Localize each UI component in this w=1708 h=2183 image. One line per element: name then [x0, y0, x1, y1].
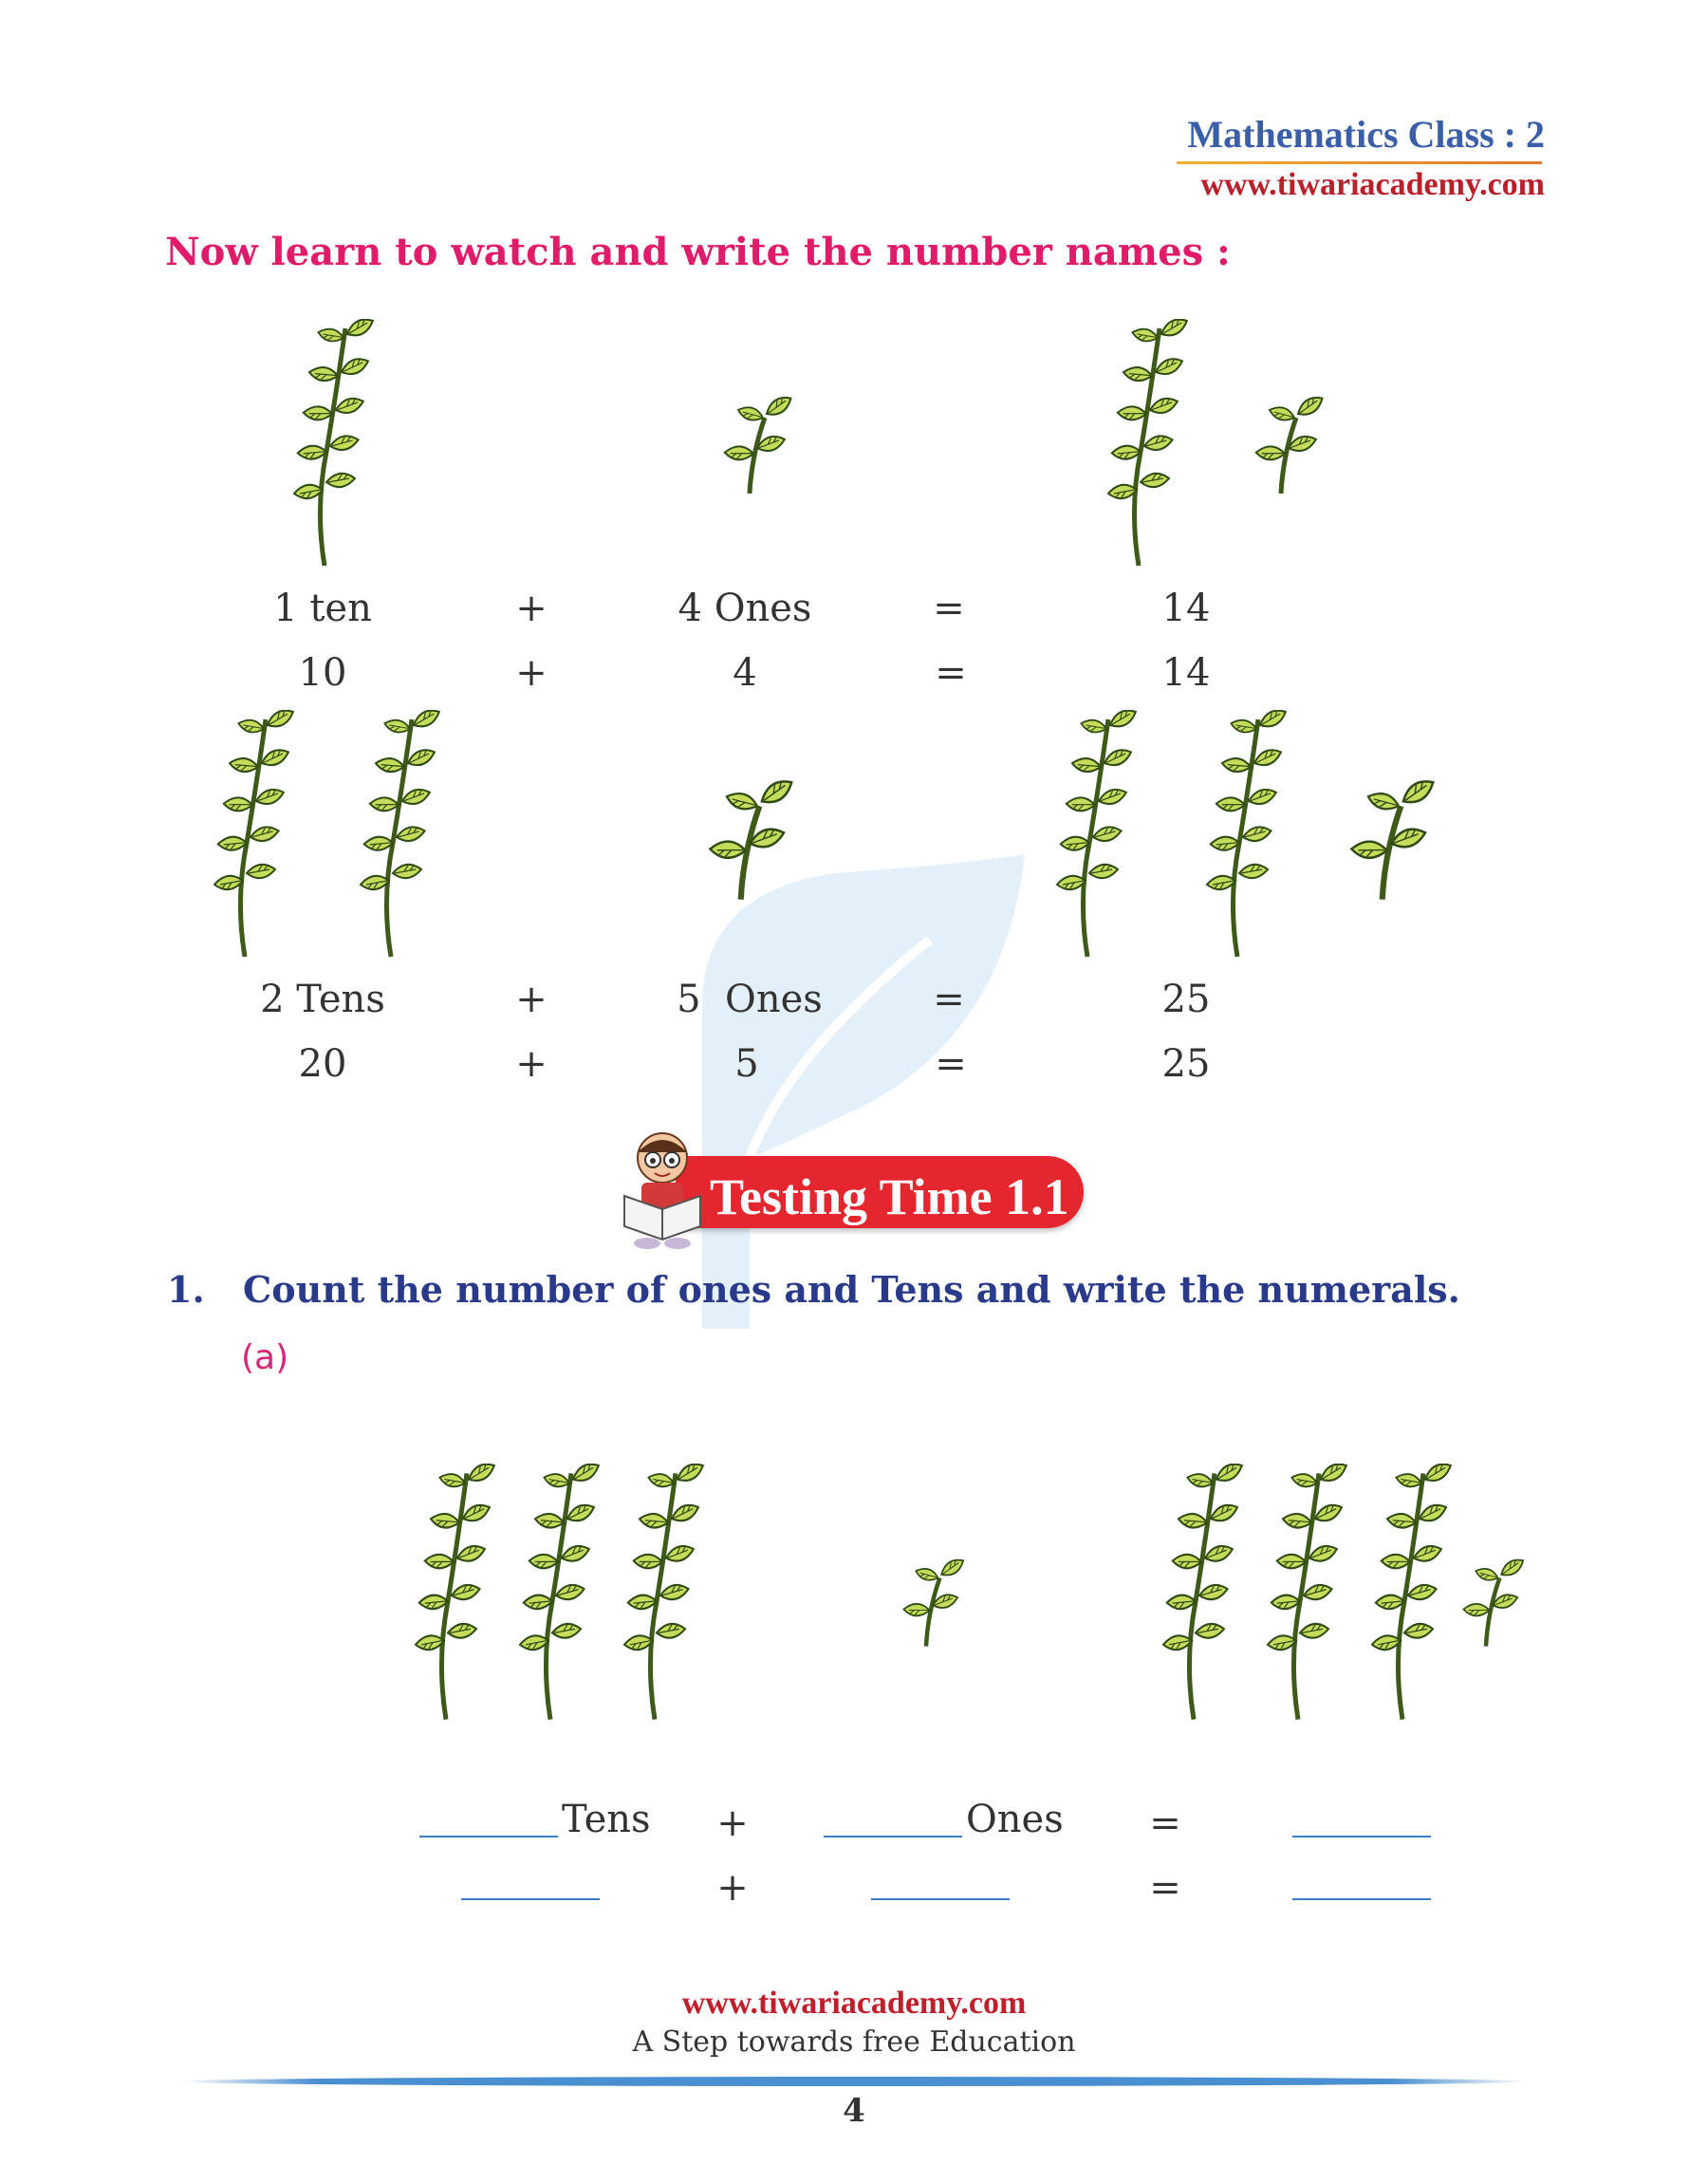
branch-with-ten-leaves-icon	[334, 710, 467, 966]
ones-answer-blank[interactable]	[824, 1836, 962, 1838]
question-text: Count the number of ones and Tens and write the numerals.	[243, 1268, 1460, 1311]
ones-number-blank[interactable]	[871, 1898, 1010, 1900]
small-leaf-sprig-icon	[892, 1538, 977, 1661]
plus-sign: +	[716, 1801, 749, 1845]
result-number-blank[interactable]	[1292, 1898, 1431, 1900]
tens-number-blank[interactable]	[461, 1898, 600, 1900]
branch-with-ten-leaves-icon	[399, 1464, 512, 1729]
testing-time-label: Testing Time 1.1	[710, 1168, 1069, 1225]
ex1-result: 14	[1161, 587, 1211, 630]
small-leaf-sprig-icon	[1332, 759, 1456, 911]
branch-with-ten-leaves-icon	[1146, 1464, 1260, 1729]
branch-with-ten-leaves-icon	[607, 1464, 721, 1729]
ex1-tens-word: 1 ten	[273, 587, 372, 630]
branch-with-ten-leaves-icon	[1030, 710, 1163, 966]
ex1-equals: =	[935, 651, 967, 695]
ex2-equals: =	[935, 1042, 967, 1086]
page-number: 4	[843, 2092, 865, 2130]
question-part-label: (a)	[241, 1338, 289, 1377]
tens-word: Tens	[562, 1798, 651, 1841]
header-url[interactable]: www.tiwariacademy.com	[1200, 167, 1545, 202]
ex2-tens-word: 2 Tens	[260, 978, 385, 1021]
tens-answer-blank[interactable]	[419, 1836, 558, 1838]
small-leaf-sprig-icon	[1234, 380, 1347, 503]
ex1-tens-number: 10	[298, 651, 347, 695]
header-subject: Mathematics Class : 2	[1187, 113, 1545, 156]
plus-sign: +	[716, 1866, 749, 1910]
branch-with-ten-leaves-icon	[1251, 1464, 1365, 1729]
ex2-plus: +	[515, 978, 548, 1021]
small-leaf-sprig-icon	[691, 759, 814, 911]
header-divider	[1177, 161, 1542, 164]
branch-with-ten-leaves-icon	[268, 319, 400, 575]
ex1-ones-number: 4	[733, 651, 757, 695]
branch-with-ten-leaves-icon	[1082, 319, 1215, 575]
ex1-result: 14	[1161, 651, 1211, 695]
branch-with-ten-leaves-icon	[188, 710, 321, 966]
ones-word: Ones	[966, 1798, 1064, 1841]
branch-with-ten-leaves-icon	[503, 1464, 617, 1729]
footer-url[interactable]: www.tiwariacademy.com	[681, 1986, 1027, 2021]
ex2-plus: +	[515, 1042, 548, 1086]
footer-tagline: A Step towards free Education	[632, 2025, 1076, 2059]
ex2-result: 25	[1161, 978, 1211, 1021]
section-title: Now learn to watch and write the number names :	[165, 230, 1231, 274]
ex2-ones-number: 5	[734, 1042, 759, 1086]
small-leaf-sprig-icon	[702, 380, 816, 503]
branch-with-ten-leaves-icon	[1180, 710, 1313, 966]
result-answer-blank[interactable]	[1292, 1836, 1431, 1838]
ex1-ones-word: 4 Ones	[678, 587, 812, 630]
footer-divider	[180, 2077, 1528, 2086]
small-leaf-sprig-icon	[1452, 1538, 1537, 1661]
ex2-result: 25	[1161, 1042, 1211, 1086]
ex2-tens-number: 20	[298, 1042, 347, 1086]
ex1-equals: =	[933, 587, 965, 630]
ex1-plus: +	[515, 587, 548, 630]
equals-sign: =	[1149, 1866, 1181, 1910]
ex1-plus: +	[515, 651, 548, 695]
reading-child-mascot-icon	[615, 1128, 710, 1251]
equals-sign: =	[1149, 1801, 1181, 1845]
ex2-equals: =	[933, 978, 965, 1021]
ex2-ones-word: 5 Ones	[677, 978, 823, 1021]
question-number: 1.	[167, 1268, 205, 1311]
